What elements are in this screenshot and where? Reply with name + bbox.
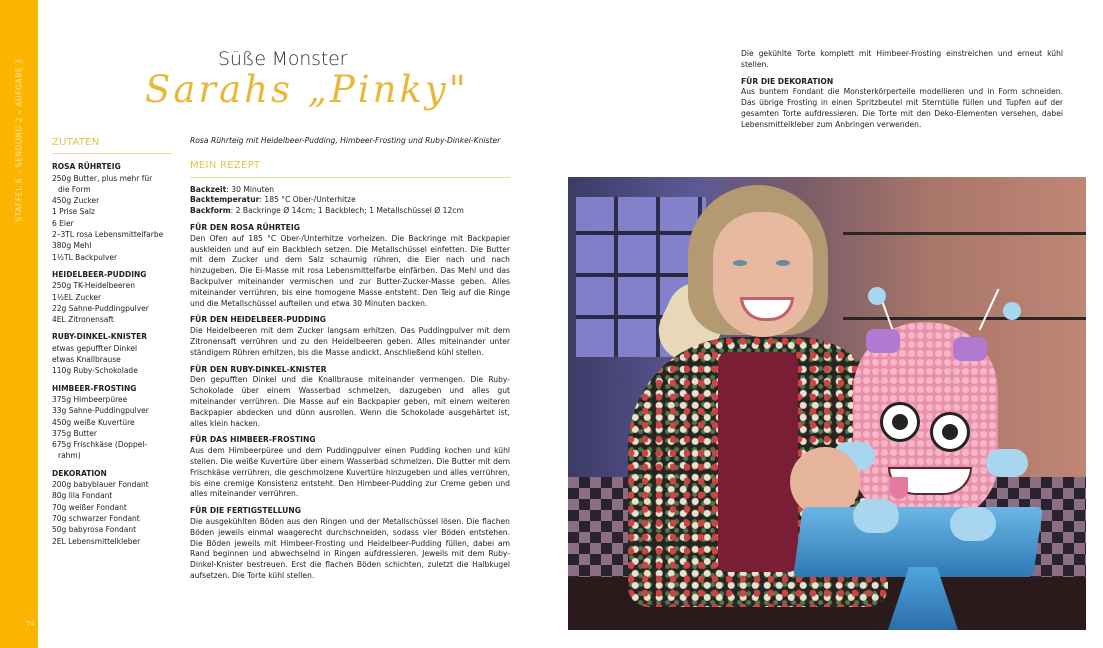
ingredient-item: 80g lila Fondant	[52, 491, 113, 501]
recipe-photo	[568, 177, 1086, 630]
recipe-intro: Rosa Rührteig mit Heidelbeer-Pudding, Himbeer-Frosting und Ruby-Dinkel-Knister	[190, 136, 501, 145]
photo-shelf	[843, 317, 1086, 320]
ingredient-item: 250g Butter, plus mehr für	[52, 173, 153, 183]
ingredient-item: 200g babyblauer Fondant	[52, 480, 149, 490]
step-title: FÜR DEN ROSA RÜHRTEIG	[190, 222, 300, 232]
ingredient-item: 2–3TL rosa Lebensmittelfarbe	[52, 230, 164, 240]
ingredient-item: 1½EL Zucker	[52, 292, 102, 302]
step-text: Die Heidelbeeren mit dem Zucker langsam erhitzen. Das Puddingpulver mit dem Zitronensaft verrühren und zu den Heidelbeeren geben. Alles miteinander unter ständigem Rühren erhitzen, bis die Masse andickt. Anschließend kühl stellen.	[190, 326, 510, 357]
monster-foot	[950, 507, 996, 541]
monster-bow	[866, 329, 900, 353]
ingredient-item: 1 Prise Salz	[52, 207, 95, 217]
meta-value: : 30 Minuten	[226, 184, 275, 194]
monster-bow	[953, 337, 987, 361]
monster-arm	[986, 449, 1028, 477]
ingredient-item: 250g TK-Heidelbeeren	[52, 281, 135, 291]
ingredient-item: die Form	[58, 184, 91, 194]
recipe-meta-row	[190, 195, 510, 206]
step-text: Den Ofen auf 185 °C Ober-/Unterhitze vorheizen. Die Backringe mit Backpapier auskleiden und auf ein Backblech setzen. Die Metallschüssel einfetten. Die Butter mit dem Zucker und dem Salz schaumig rühren, die Eier nach und nach hinzugeben. Die Ei-Masse mit rosa Lebensmittelfarbe einfärben. Das Mehl und das Backpulver miteinander vermischen und zur Butter-Zucker-Masse geben. Alles miteinander verrühren, bis eine homogene Masse entsteht. Den Teig auf die Ringe und die Metallschüssel aufteilen und etwa 30 Minuten backen.	[190, 233, 510, 308]
ingredient-item: rahm)	[58, 451, 81, 461]
ingredient-item: etwas Knallbrause	[52, 355, 121, 365]
ingredient-group-title: HIMBEER-FROSTING	[52, 383, 137, 393]
recipe-subtitle: Süße Monster	[218, 48, 348, 70]
ingredient-item: 110g Ruby-Schokolade	[52, 366, 138, 376]
monster-eye	[930, 412, 970, 452]
page-number: 74	[26, 620, 35, 628]
continuation-column	[741, 49, 1063, 131]
meta-label: Backzeit	[190, 184, 227, 194]
recipe-title: Sarahs „Pinky"	[145, 68, 469, 111]
ingredient-item: 450g Zucker	[52, 196, 100, 206]
recipe-meta-row	[190, 206, 510, 217]
photo-eye	[776, 260, 790, 266]
meta-label: Backtemperatur	[190, 195, 260, 205]
recipe-meta	[190, 185, 510, 217]
ingredient-item: 2EL Lebensmittelkleber	[52, 536, 141, 546]
sidebar-band	[0, 0, 38, 648]
step-text: Den gepufften Dinkel und die Knallbrause miteinander vermengen. Die Ruby-Schokolade über einem Wasserbad schmelzen, dazugeben und alles gut miteinander verrühren. Die Masse auf ein Backpapier geben, mit einem weiteren Backpapier abdecken und dünn ausrollen. Wenn die Schokolade ausgehärtet ist, alles klein hacken.	[190, 375, 510, 428]
ingredient-group-title: RUBY-DINKEL-KNISTER	[52, 332, 148, 342]
recipe-heading: MEIN REZEPT	[190, 161, 510, 178]
ingredient-item: 4EL Zitronensaft	[52, 315, 114, 325]
ingredient-item: 70g weißer Fondant	[52, 502, 127, 512]
decoration-steps	[741, 77, 1063, 131]
episode-label: STAFFEL 6 – SENDUNG 2 – AUFGABE 3	[14, 58, 24, 222]
ingredients-column	[52, 137, 172, 547]
meta-value: : 2 Backringe Ø 14cm; 1 Backblech; 1 Metallschüssel Ø 12cm	[230, 206, 464, 216]
ingredient-group-title: ROSA RÜHRTEIG	[52, 162, 121, 172]
ingredient-item: 375g Himbeerpüree	[52, 394, 128, 404]
meta-value: : 185 °C Ober-/Unterhitze	[259, 195, 356, 205]
monster-tongue	[890, 477, 908, 499]
ingredient-item: 22g Sahne-Puddingpulver	[52, 303, 149, 313]
ingredient-item: 1½TL Backpulver	[52, 252, 118, 262]
step-title: FÜR DAS HIMBEER-FROSTING	[190, 435, 316, 445]
ingredient-item: 675g Frischkäse (Doppel-	[52, 440, 148, 450]
photo-apron	[718, 352, 798, 572]
recipe-meta-row	[190, 185, 510, 196]
step-title: FÜR DIE DEKORATION	[741, 76, 834, 86]
monster-antenna-ball	[1003, 302, 1021, 320]
monster-foot	[853, 499, 899, 533]
ingredient-group-title: DEKORATION	[52, 468, 107, 478]
step-title: FÜR DEN RUBY-DINKEL-KNISTER	[190, 364, 327, 374]
recipe-steps	[190, 223, 510, 582]
monster-antenna-ball	[868, 287, 886, 305]
step-text: Die ausgekühlten Böden aus den Ringen und der Metallschüssel lösen. Die flachen Böden jeweils einmal waagerecht durchschneiden, sodass vier Böden entstehen. Die Böden jeweils mit Himbeer-Frosting und Heidelbeer-Pudding füllen, dabei am Rand beginnen und abwechselnd in Ringen aufdressieren. Jeweils mit dem Ruby-Dinkel-Knister bestreuen. Erst die flachen Böden schichten, zuletzt die Halbkugel aufsetzen. Die Torte kühl stellen.	[190, 516, 510, 580]
ingredient-item: 70g schwarzer Fondant	[52, 513, 140, 523]
continuation-text: Die gekühlte Torte komplett mit Himbeer-Frosting einstreichen und erneut kühl stellen.	[741, 49, 1063, 69]
step-title: FÜR DEN HEIDELBEER-PUDDING	[190, 315, 326, 325]
step-text: Aus dem Himbeerpüree und dem Puddingpulver einen Pudding kochen und kühl stellen. Die weiße Kuvertüre über einem Wasserbad schmelzen. Die Butter mit dem Frischkäse verrühren, die geschmolzene Kuvertüre hinzugeben und alles verrühren, bis eine cremige Konsistenz entsteht. Den Himbeer-Pudding zur Creme geben und alles miteinander verrühren.	[190, 446, 510, 499]
step-title: FÜR DIE FERTIGSTELLUNG	[190, 506, 301, 516]
blue-cake-stand	[793, 507, 1043, 577]
photo-shelf	[843, 232, 1086, 235]
recipe-column	[190, 136, 510, 582]
ingredient-item: 380g Mehl	[52, 241, 92, 251]
ingredients-heading: ZUTATEN	[52, 137, 172, 154]
ingredient-groups	[52, 161, 172, 547]
ingredient-group-title: HEIDELBEER-PUDDING	[52, 269, 147, 279]
meta-label: Backform	[190, 206, 231, 216]
ingredient-item: 33g Sahne-Puddingpulver	[52, 406, 149, 416]
step-text: Aus buntem Fondant die Monsterkörperteile modellieren und in Form schneiden. Das übrige Frosting in einen Spritzbeutel mit Sterntülle füllen und Tupfen auf der gesamten Torte aufdressieren. Die Torte mit den Deko-Elementen versehen, dabei Lebensmittelkleber zum Anbringen verwenden.	[741, 87, 1063, 129]
ingredient-item: 50g babyrosa Fondant	[52, 525, 137, 535]
ingredient-item: etwas gepuffter Dinkel	[52, 343, 138, 353]
photo-eye	[733, 260, 747, 266]
ingredient-item: 375g Butter	[52, 428, 97, 438]
ingredient-item: 450g weiße Kuvertüre	[52, 417, 135, 427]
monster-eye	[880, 402, 920, 442]
ingredient-item: 6 Eier	[52, 218, 74, 228]
